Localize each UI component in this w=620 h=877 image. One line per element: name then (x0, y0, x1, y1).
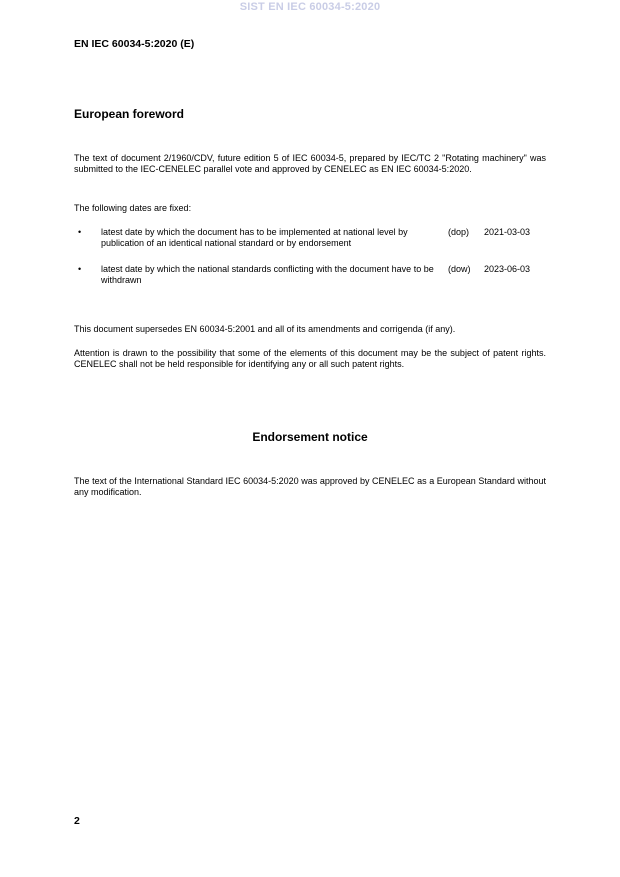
date-value: 2023-06-03 (484, 264, 531, 274)
date-abbreviation: (dop) (448, 227, 470, 237)
endorsement-paragraph: The text of the International Standard IEC 60034-5:2020 was approved by CENELEC as a European Standard without any modification. (74, 476, 546, 497)
patent-attention-paragraph: Attention is drawn to the possibility that some of the elements of this document may be the subject of patent rights. CENELEC shall not be held responsible for identifying any or all such patent rights. (74, 348, 546, 369)
date-description: latest date by which the national standards conflicting with the document have to be withdrawn (101, 264, 434, 285)
foreword-intro-paragraph: The text of document 2/1960/CDV, future edition 5 of IEC 60034-5, prepared by IEC/TC 2 "Rotating machinery" was submitted to the IEC-CENELEC parallel vote and approved by CENELEC as EN IEC 60034-5:2020. (74, 153, 546, 174)
supersedes-paragraph: This document supersedes EN 60034-5:2001 and all of its amendments and corrigenda (if any). (74, 324, 456, 334)
document-id: EN IEC 60034-5:2020 (E) (74, 38, 195, 50)
dates-intro: The following dates are fixed: (74, 203, 192, 213)
page-number: 2 (74, 815, 80, 827)
date-description: latest date by which the document has to be implemented at national level by publication of an identical national standard or by endorsement (101, 227, 408, 248)
date-value: 2021-03-03 (484, 227, 531, 237)
bullet: • (78, 264, 82, 274)
endorsement-heading: Endorsement notice (252, 430, 368, 444)
bullet: • (78, 227, 82, 237)
date-abbreviation: (dow) (448, 264, 471, 274)
watermark: SIST EN IEC 60034-5:2020 (239, 1, 381, 13)
foreword-heading: European foreword (74, 107, 185, 121)
